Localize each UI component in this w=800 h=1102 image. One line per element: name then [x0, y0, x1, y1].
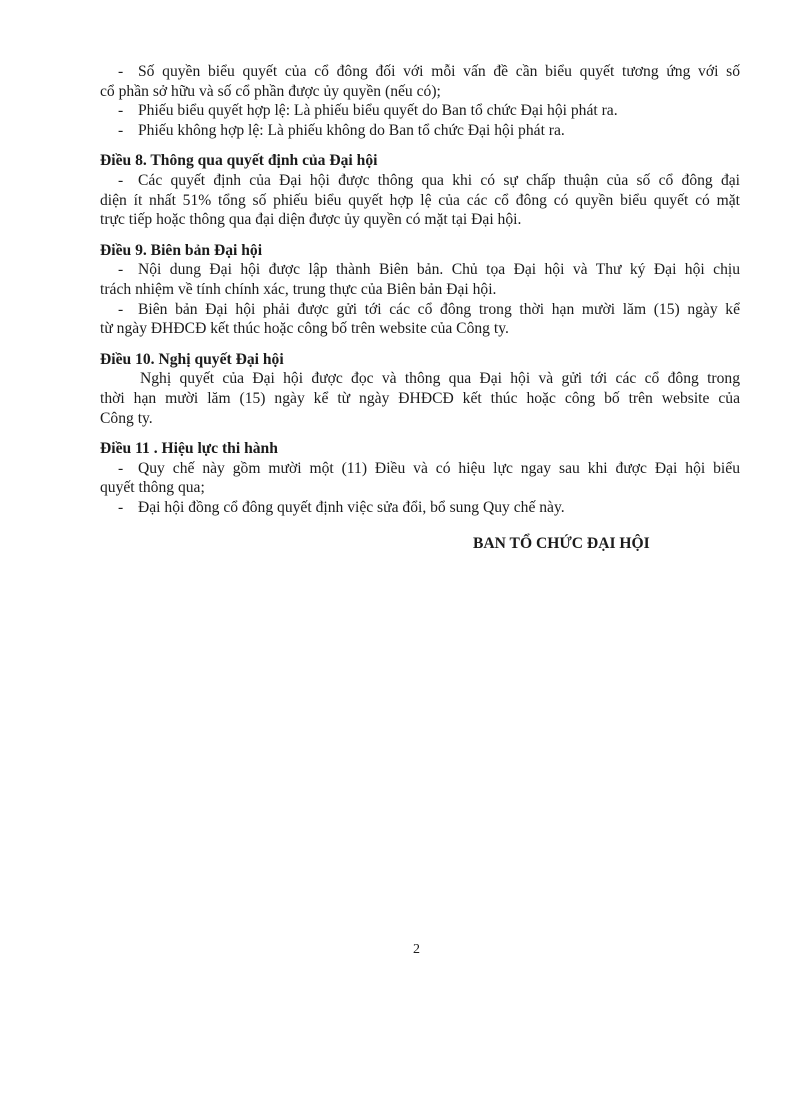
bullet-continuation: [100, 82, 740, 102]
bullet-text: Biên bản Đại hội phải được gửi tới các cổ đông trong thời hạn mười lăm (15) ngày kể: [138, 300, 740, 318]
bullet-marker: -: [118, 459, 124, 477]
document-body: [100, 62, 740, 517]
bullet-continuation: [100, 210, 740, 230]
bullet-text: quyết thông qua;: [100, 479, 205, 497]
bullet-continuation: [100, 280, 740, 300]
bullet-continuation: [100, 319, 740, 339]
bullet-line: [100, 300, 740, 320]
page-number: 2: [413, 942, 420, 957]
paragraph-line: thời hạn mười lăm (15) ngày kể từ ngày ĐHĐCĐ kết thúc hoặc công bố trên website của: [100, 389, 740, 407]
bullet-marker: -: [118, 171, 124, 189]
bullet-marker: -: [118, 121, 124, 139]
bullet-text: Số quyền biểu quyết của cổ đông đối với mỗi vấn đề cần biểu quyết tương ứng với số: [138, 63, 740, 80]
bullet-marker: -: [118, 261, 124, 279]
bullet-text: trách nhiệm về tính chính xác, trung thực của Biên bản Đại hội.: [100, 280, 497, 298]
article-heading: Điều 11 . Hiệu lực thi hành: [100, 440, 278, 458]
bullet-text: Phiếu biểu quyết hợp lệ: Là phiếu biểu quyết do Ban tổ chức Đại hội phát ra.: [138, 102, 618, 120]
intro-bullet-list: [100, 62, 740, 140]
bullet-line: [100, 171, 740, 191]
bullet-text: Nội dung Đại hội được lập thành Biên bản. Chủ tọa Đại hội và Thư ký Đại hội chịu: [138, 261, 740, 279]
bullet-marker: -: [118, 498, 124, 516]
article-heading: Điều 8. Thông qua quyết định của Đại hội: [100, 152, 378, 170]
article-9: [100, 241, 740, 339]
bullet-text: trực tiếp hoặc thông qua đại diện được ủy quyền có mặt tại Đại hội.: [100, 211, 522, 229]
bullet-marker: -: [118, 63, 124, 80]
bullet-line: [100, 62, 740, 82]
article-11: [100, 439, 740, 517]
bullet-text: diện ít nhất 51% tổng số phiếu biểu quyết hợp lệ của các cổ đông có quyền biểu quyết có mặt: [100, 191, 740, 209]
article-heading: Điều 9. Biên bản Đại hội: [100, 241, 263, 259]
bullet-marker: -: [118, 102, 124, 120]
paragraph-line: Công ty.: [100, 409, 153, 427]
bullet-text: Các quyết định của Đại hội được thông qua khi có sự chấp thuận của số cổ đông đại: [138, 171, 740, 189]
signature-block: BAN TỔ CHỨC ĐẠI HỘI: [473, 535, 650, 552]
bullet-text: từ ngày ĐHĐCĐ kết thúc hoặc công bố trên website của Công ty.: [100, 320, 509, 338]
bullet-line: [100, 121, 740, 141]
bullet-text: cổ phần sở hữu và số cổ phần được ủy quyền (nếu có);: [100, 82, 441, 100]
bullet-text: Phiếu không hợp lệ: Là phiếu không do Ban tổ chức Đại hội phát ra.: [138, 121, 565, 139]
bullet-line: [100, 498, 740, 518]
bullet-line: [100, 459, 740, 479]
article-10: [100, 350, 740, 428]
bullet-line: [100, 101, 740, 121]
bullet-text: Đại hội đồng cổ đông quyết định việc sửa đổi, bổ sung Quy chế này.: [138, 498, 565, 516]
bullet-continuation: [100, 191, 740, 211]
article-8: [100, 151, 740, 229]
bullet-continuation: [100, 478, 740, 498]
article-heading: Điều 10. Nghị quyết Đại hội: [100, 350, 284, 368]
bullet-line: [100, 260, 740, 280]
paragraph-line: Nghị quyết của Đại hội được đọc và thông qua Đại hội và gửi tới các cổ đông trong: [140, 370, 740, 388]
bullet-marker: -: [118, 300, 124, 318]
bullet-text: Quy chế này gồm mười một (11) Điều và có hiệu lực ngay sau khi được Đại hội biểu: [138, 459, 740, 477]
